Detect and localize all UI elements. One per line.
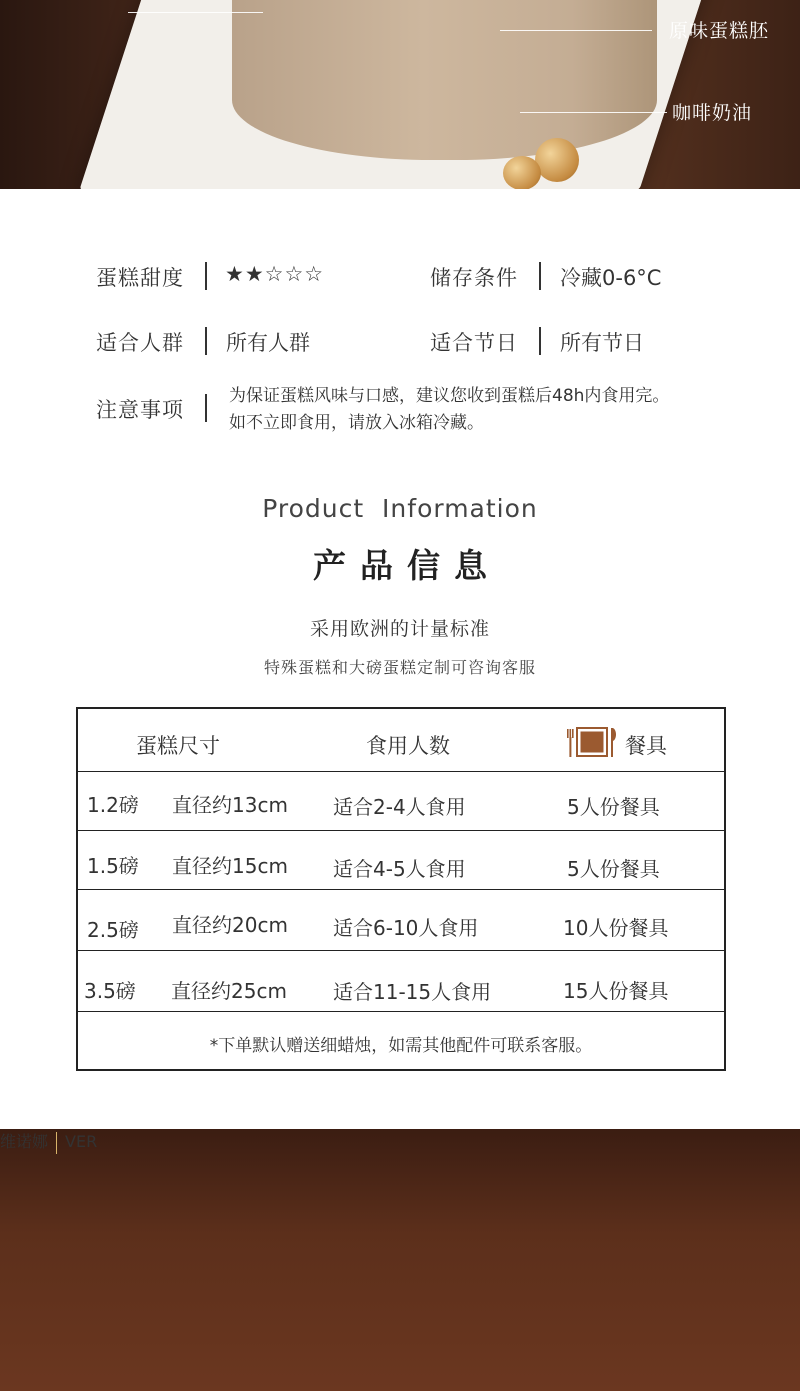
- row-weight: 1.2磅: [87, 793, 139, 817]
- brand-tag: [0, 1129, 800, 1391]
- header-tableware: 餐具: [625, 734, 667, 758]
- table-rule: [78, 771, 724, 772]
- sweetness-stars: ★★☆☆☆: [225, 262, 325, 286]
- callout-line: [520, 112, 667, 113]
- row-tableware: 15人份餐具: [563, 979, 669, 1003]
- table-footnote: *下单默认赠送细蜡烛，如需其他配件可联系客服。: [209, 1036, 593, 1056]
- notice-text: [229, 383, 669, 437]
- row-servings: 适合4-5人食用: [333, 857, 466, 881]
- callout-coffee-cream: 咖啡奶油: [672, 102, 753, 124]
- row-diameter: 直径约20cm: [172, 913, 288, 937]
- spec-festival-label: 适合节日: [430, 331, 518, 355]
- table-rule: [78, 950, 724, 951]
- row-diameter: 直径约15cm: [172, 854, 288, 878]
- hazelnut: [503, 156, 541, 189]
- row-diameter: 直径约13cm: [172, 793, 288, 817]
- spec-divider: [539, 327, 541, 355]
- audience-value: 所有人群: [226, 331, 310, 355]
- header-size: 蛋糕尺寸: [136, 734, 220, 758]
- callout-line: [500, 30, 652, 31]
- row-tableware: 5人份餐具: [567, 857, 660, 881]
- brand-tag-en: VER: [65, 1132, 98, 1151]
- measure-standard-text: 采用欧洲的计量标准: [309, 618, 490, 640]
- notice-line: 为保证蛋糕风味与口感，建议您收到蛋糕后48h内食用完。: [229, 386, 670, 406]
- product-info-title-en: Product Information: [262, 494, 538, 523]
- row-weight: 3.5磅: [84, 979, 136, 1003]
- table-rule: [78, 1011, 724, 1012]
- custom-cake-text: 特殊蛋糕和大磅蛋糕定制可咨询客服: [263, 658, 536, 677]
- spec-divider: [205, 327, 207, 355]
- tableware-icon: [567, 727, 619, 757]
- table-rule: [78, 889, 724, 890]
- row-servings: 适合2-4人食用: [333, 795, 466, 819]
- storage-value: 冷藏0-6°C: [560, 266, 662, 290]
- header-servings: 食用人数: [366, 734, 450, 758]
- row-tableware: 5人份餐具: [567, 795, 660, 819]
- table-rule: [78, 830, 724, 831]
- spec-divider: [539, 262, 541, 290]
- hazelnut: [535, 138, 579, 182]
- callout-line: [128, 12, 263, 13]
- row-weight: 2.5磅: [87, 918, 139, 942]
- product-info-title-cn: 产品信息: [313, 546, 501, 585]
- row-servings: 适合11-15人食用: [333, 980, 492, 1004]
- row-diameter: 直径约25cm: [171, 979, 287, 1003]
- row-weight: 1.5磅: [87, 854, 139, 878]
- row-servings: 适合6-10人食用: [333, 916, 479, 940]
- cake-side: [232, 0, 657, 160]
- size-table: [76, 707, 726, 1071]
- notice-line: 如不立即食用，请放入冰箱冷藏。: [229, 413, 484, 433]
- brand-tag-cn: 维诺娜: [0, 1132, 49, 1151]
- spec-divider: [205, 394, 207, 422]
- spec-sweetness-label: 蛋糕甜度: [96, 266, 184, 290]
- tag-divider: [56, 1132, 57, 1154]
- festival-value: 所有节日: [560, 331, 644, 355]
- row-tableware: 10人份餐具: [563, 916, 669, 940]
- spec-notice-label: 注意事项: [96, 398, 184, 422]
- top-cake-photo: [0, 0, 800, 189]
- spec-divider: [205, 262, 207, 290]
- spec-audience-label: 适合人群: [96, 331, 184, 355]
- callout-cake-base: 原味蛋糕胚: [669, 20, 770, 42]
- spec-storage-label: 储存条件: [430, 266, 518, 290]
